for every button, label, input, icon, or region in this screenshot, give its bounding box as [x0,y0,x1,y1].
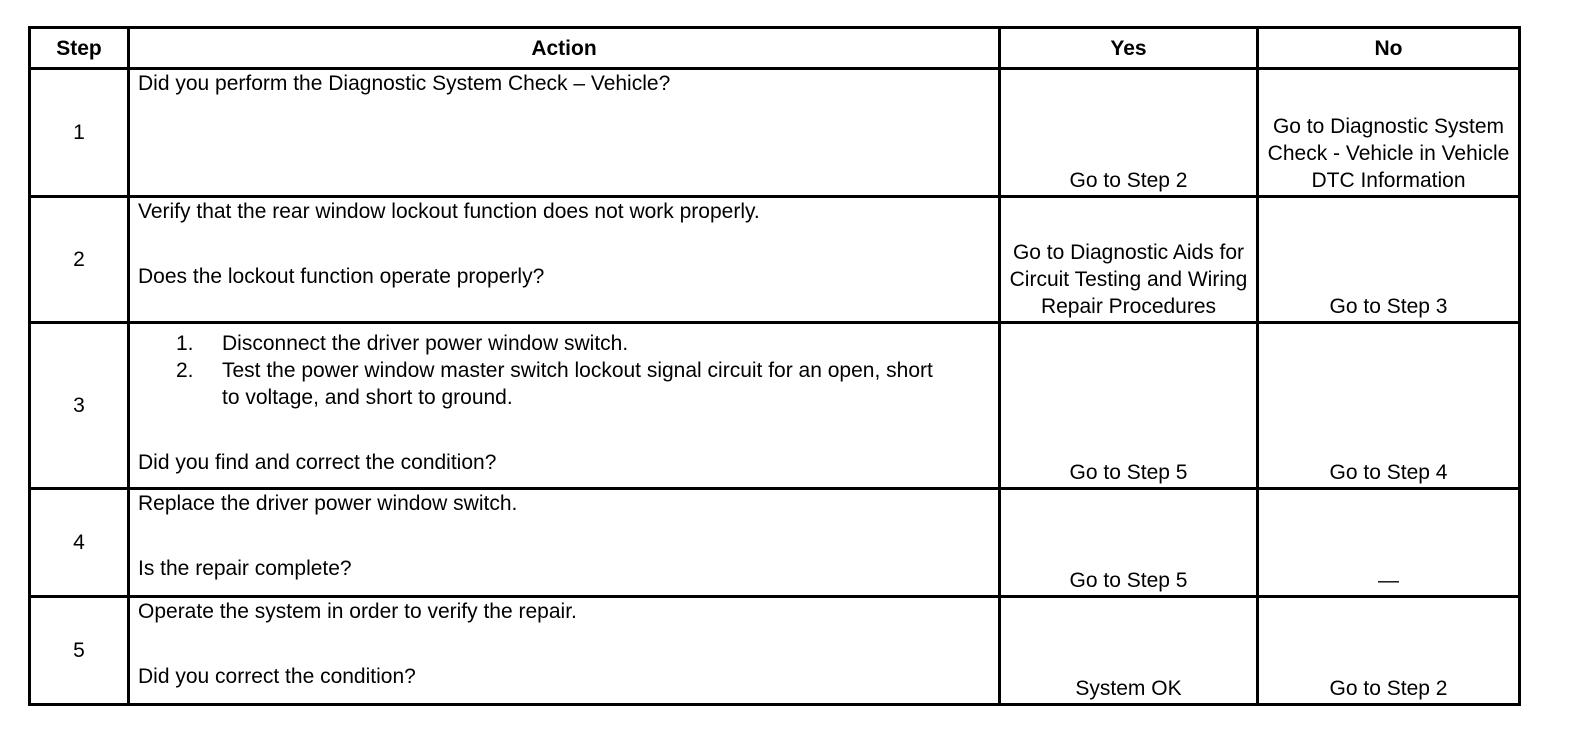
header-no: No [1258,28,1520,69]
list-item [138,357,992,411]
action-intro: Operate the system in order to verify the repair. [138,600,577,623]
step-number: 3 [30,323,129,489]
action-question: Did you find and correct the condition? [138,451,497,474]
yes-cell: Go to Diagnostic Aids for Circuit Testing and Wiring Repair Procedures [1000,197,1258,323]
header-row [30,28,1520,69]
action-intro: Verify that the rear window lockout function does not work properly. [138,200,760,223]
yes-cell: Go to Step 5 [1000,489,1258,597]
list-item [138,330,992,357]
no-cell: Go to Step 3 [1258,197,1520,323]
step-number: 5 [30,597,129,705]
yes-cell: System OK [1000,597,1258,705]
table-row [30,323,1520,489]
table-row [30,489,1520,597]
step-number: 4 [30,489,129,597]
header-step: Step [30,28,129,69]
action-cell [129,323,1000,489]
action-list [138,330,992,411]
action-question: Did you correct the condition? [138,665,416,688]
no-cell: Go to Step 4 [1258,323,1520,489]
list-item-number: 1. [176,332,194,355]
yes-cell: Go to Step 5 [1000,323,1258,489]
action-intro: Did you perform the Diagnostic System Check – Vehicle? [138,72,671,95]
action-cell [129,489,1000,597]
table-row [30,597,1520,705]
list-item-text: Test the power window master switch lockout signal circuit for an open, short to voltage, and short to ground. [222,359,933,409]
header-action: Action [129,28,1000,69]
action-cell [129,69,1000,197]
no-cell: Go to Step 2 [1258,597,1520,705]
no-cell: Go to Diagnostic System Check - Vehicle in Vehicle DTC Information [1258,69,1520,197]
diagnostic-table [28,26,1521,706]
action-cell [129,597,1000,705]
list-item-text: Disconnect the driver power window switch. [222,332,629,355]
header-yes: Yes [1000,28,1258,69]
action-cell [129,197,1000,323]
list-item-number: 2. [176,359,194,382]
table-row [30,197,1520,323]
step-number: 1 [30,69,129,197]
yes-cell: Go to Step 2 [1000,69,1258,197]
no-cell: — [1258,489,1520,597]
action-intro: Replace the driver power window switch. [138,492,518,515]
step-number: 2 [30,197,129,323]
action-question: Does the lockout function operate properly? [138,265,545,288]
action-question: Is the repair complete? [138,557,352,580]
table-row [30,69,1520,197]
